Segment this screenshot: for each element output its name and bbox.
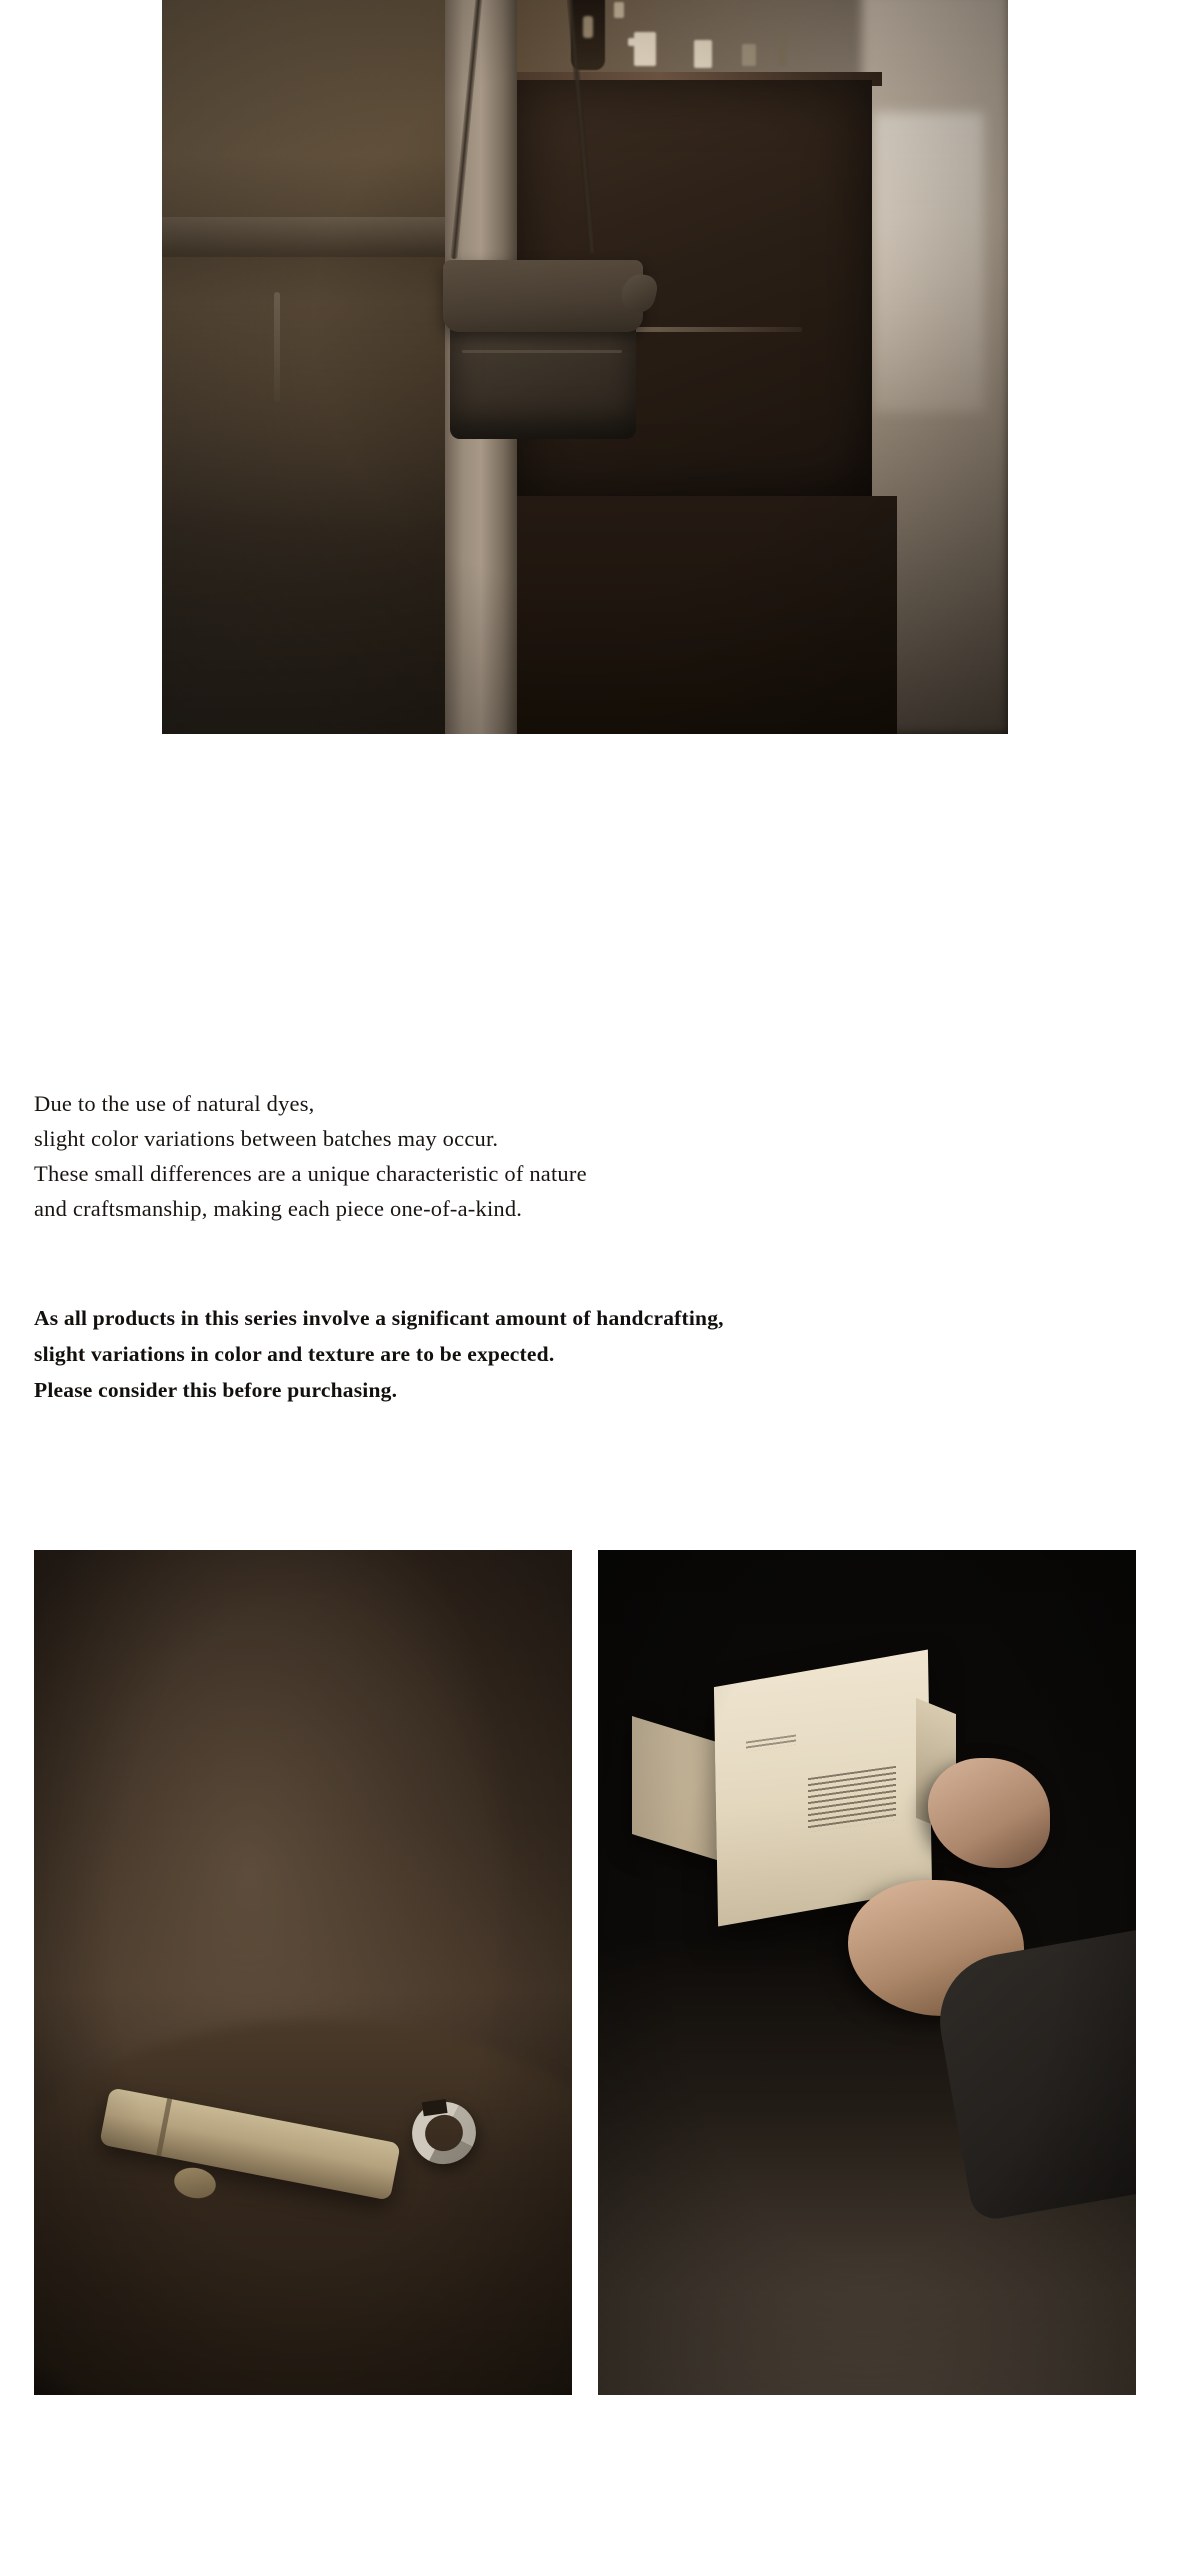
- notice-line-bold: slight variations in color and texture are to be expected.: [34, 1342, 555, 1366]
- figurine-small: [694, 40, 712, 68]
- gallery-image-right: [598, 1550, 1136, 2395]
- handcraft-notice: [34, 1300, 1034, 1408]
- figurine-horse: [634, 32, 656, 66]
- hero-image: [162, 0, 1008, 734]
- natural-dye-notice: [34, 1086, 1034, 1226]
- notice-line: Due to the use of natural dyes,: [34, 1091, 315, 1116]
- curtain-seam: [274, 292, 280, 402]
- hanging-fabric-curtain: [162, 0, 447, 734]
- notice-line: These small differences are a unique characteristic of nature: [34, 1161, 587, 1186]
- bag-flap: [443, 260, 643, 332]
- notice-line-bold: As all products in this series involve a significant amount of handcrafting,: [34, 1306, 724, 1330]
- notice-line: slight color variations between batches may occur.: [34, 1126, 499, 1151]
- notice-line-bold: Please consider this before purchasing.: [34, 1378, 398, 1402]
- hero-scene-backdrop: [162, 0, 1008, 734]
- image-gallery: [34, 1550, 1162, 2395]
- hero-background-panel: [874, 112, 984, 412]
- hand-upper: [928, 1758, 1050, 1868]
- chest-lower-shadow: [517, 496, 897, 734]
- figurine-tall: [614, 2, 624, 18]
- gallery-image-left: [34, 1550, 572, 2395]
- figurine-stick: [778, 32, 786, 66]
- dark-bowl-surface: [34, 2020, 572, 2395]
- bag-fold-line: [462, 350, 622, 353]
- notice-line: and craftsmanship, making each piece one-of-a-kind.: [34, 1196, 523, 1221]
- figurine-jar: [742, 44, 756, 66]
